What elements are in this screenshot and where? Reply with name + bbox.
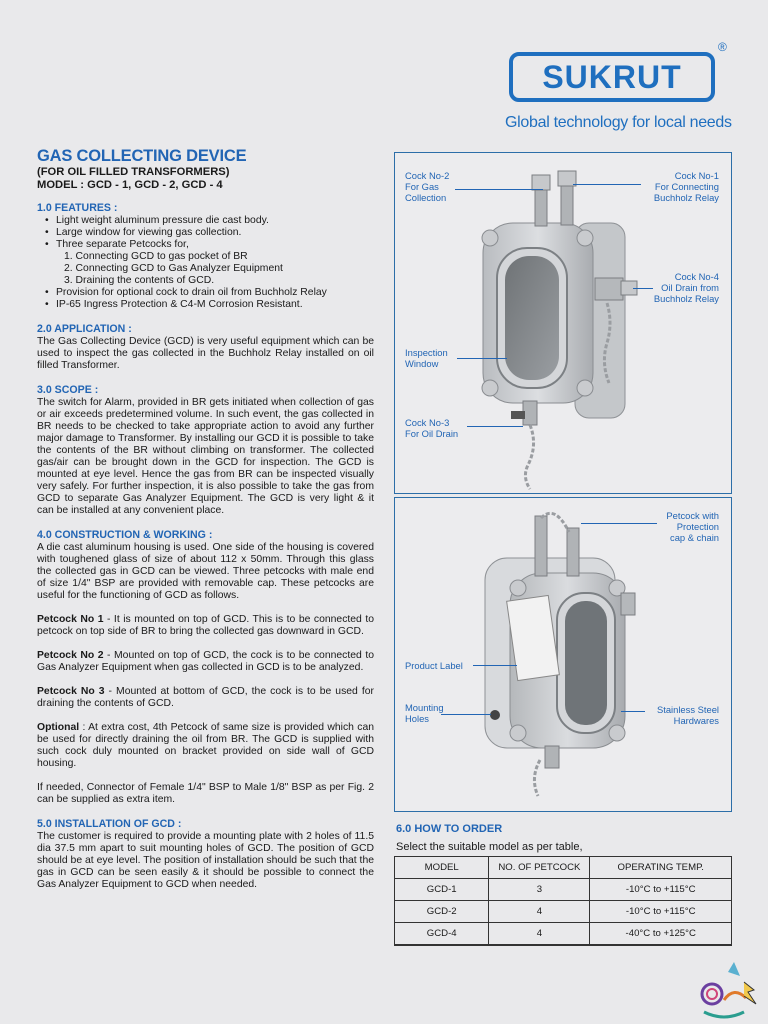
list-item: 3. Draining the contents of GCD. bbox=[64, 275, 215, 286]
cock-1-text: Cock No-1 For Connecting Buchholz Relay bbox=[653, 170, 719, 203]
leader-line bbox=[633, 288, 653, 289]
label-cock-1 bbox=[654, 170, 719, 203]
leader-line bbox=[455, 189, 543, 190]
leader-line bbox=[457, 358, 507, 359]
order-heading: 6.0 HOW TO ORDER bbox=[396, 823, 503, 835]
list-item: • Large window for viewing gas collection. bbox=[45, 227, 374, 239]
list-item: • Provision for optional cock to drain oil from Buchholz Relay bbox=[45, 287, 374, 299]
label-product-label bbox=[405, 660, 463, 671]
petcock-2-label: Petcock No 2 bbox=[37, 650, 104, 661]
petcock-3-desc: - Mounted at bottom of GCD, the cock is to be used for draining the contents of GCD. bbox=[37, 686, 374, 709]
table-cell: -10°C to +115°C bbox=[590, 879, 732, 901]
table-cell: GCD-1 bbox=[395, 879, 489, 901]
leader-line bbox=[473, 665, 517, 666]
list-item: • Light weight aluminum pressure die cast body. bbox=[45, 215, 374, 227]
table-row bbox=[395, 901, 732, 923]
document-subtitle: (FOR OIL FILLED TRANSFORMERS) bbox=[37, 166, 230, 178]
product-label-text: Product Label bbox=[405, 660, 463, 671]
leader-line bbox=[573, 184, 641, 185]
label-hardware bbox=[657, 704, 719, 726]
order-table bbox=[394, 856, 732, 946]
column-header: OPERATING TEMP. bbox=[590, 857, 732, 879]
table-cell: 3 bbox=[489, 879, 590, 901]
petcock-chain-text: Petcock with Protection cap & chain bbox=[666, 510, 719, 543]
table-cell: -40°C to +125°C bbox=[590, 923, 732, 946]
label-inspection-window bbox=[405, 347, 448, 369]
registered-mark: ® bbox=[718, 40, 727, 54]
features-heading: 1.0 FEATURES : bbox=[37, 202, 118, 214]
brand-tagline: Global technology for local needs bbox=[505, 114, 732, 131]
scope-heading: 3.0 SCOPE : bbox=[37, 384, 99, 396]
label-cock-4 bbox=[654, 271, 719, 304]
table-cell: GCD-4 bbox=[395, 923, 489, 946]
application-text: The Gas Collecting Device (GCD) is very useful equipment which can be used to inspect the gas collected in the Buchholz Relay installed on oil filled Transformer. bbox=[37, 336, 374, 371]
petcock-1-label: Petcock No 1 bbox=[37, 614, 104, 625]
label-petcock-chain bbox=[666, 510, 719, 543]
features-list bbox=[37, 215, 374, 311]
decorative-swirl-icon bbox=[694, 952, 768, 1024]
petcock-1-desc: - It is mounted on top of GCD. This is to be connected to petcock on top side of BR to bring the collected gas downward in GCD. bbox=[37, 614, 374, 637]
brand-logo bbox=[509, 52, 715, 102]
petcock-2-desc: - Mounted on top of GCD, the cock is to be connected to Gas Analyzer Equipment when gas collected in GCD is to be analyzed. bbox=[37, 650, 374, 673]
label-cock-2 bbox=[405, 170, 449, 203]
order-subtitle: Select the suitable model as per table, bbox=[396, 841, 583, 853]
installation-text: The customer is required to provide a mounting plate with 2 holes of 11.5 dia 37.5 mm apart to suit mounting holes of GCD. The position of GCD should be at eye level. The position of installation should be such that the gas in GCD can be seen easily & it should be possible to connect the Gas Analyzer Equipment to GCD when needed. bbox=[37, 831, 374, 890]
construction-intro: A die cast aluminum housing is used. One side of the housing is covered with toughened glass of size of about 112 x 50mm. Through this glass the collected gas in GCD can be viewed. Three petcocks with male end of size 1/4" BSP are provided with removable cap. These petcocks are useful for the functioning of GCD as follows. bbox=[37, 542, 374, 601]
cock-2-text: Cock No-2 For Gas Collection bbox=[405, 170, 450, 203]
gcd-rear-illustration bbox=[395, 498, 731, 811]
mounting-holes-text: Mounting Holes bbox=[405, 702, 444, 724]
table-row bbox=[395, 923, 732, 946]
hardware-text: Stainless Steel Hardwares bbox=[656, 704, 719, 726]
petcock-3-label: Petcock No 3 bbox=[37, 686, 105, 697]
list-item: 2. Connecting GCD to Gas Analyzer Equipment bbox=[64, 263, 283, 274]
petcock-2-text bbox=[37, 650, 374, 674]
table-cell: GCD-2 bbox=[395, 901, 489, 923]
left-column bbox=[37, 147, 374, 891]
inspection-window-text: Inspection Window bbox=[405, 347, 448, 369]
column-header: NO. OF PETCOCK bbox=[489, 857, 590, 879]
list-item: 1. Connecting GCD to gas pocket of BR bbox=[64, 251, 248, 262]
cock-4-text: Cock No-4 Oil Drain from Buchholz Relay bbox=[653, 271, 719, 304]
leader-line bbox=[467, 426, 523, 427]
cock-3-text: Cock No-3 For Oil Drain bbox=[405, 417, 459, 439]
list-item: • Three separate Petcocks for, bbox=[45, 239, 374, 251]
petcock-3-text bbox=[37, 686, 374, 710]
installation-heading: 5.0 INSTALLATION OF GCD : bbox=[37, 818, 182, 830]
optional-label: Optional bbox=[37, 722, 80, 733]
document-title: GAS COLLECTING DEVICE bbox=[37, 147, 247, 165]
figure-2-panel bbox=[394, 497, 732, 812]
table-cell: 4 bbox=[489, 923, 590, 946]
petcock-1-text bbox=[37, 614, 374, 638]
scope-text: The switch for Alarm, provided in BR gets initiated when collection of gas or air exceeds predetermined volume. In such event, the gas collected in BR needs to be checked to take appropriate action to avoid any further major damage to Transformer. By installing our GCD it is possible to take the contents of the BR without climbing on transformer. The collected gas/air can be brought down in the GCD for inspection. The GCD is mounted at eye level. Hence the gas from BR can be inspected visually very safely. For further inspection, it is also possible to take the gas from GCD to separate Gas Analyzer Equipment. The GCD is very light & it can be installed at any convenient place. bbox=[37, 397, 374, 516]
optional-desc: : At extra cost, 4th Petcock of same size is provided which can be used for directly draining the oil from BR. The GCD is supplied with such cock duly mounted on bracket provided on side wall of GCD housing. bbox=[37, 722, 374, 769]
leader-line bbox=[441, 714, 491, 715]
table-cell: 4 bbox=[489, 901, 590, 923]
model-line: MODEL : GCD - 1, GCD - 2, GCD - 4 bbox=[37, 179, 223, 191]
leader-line bbox=[581, 523, 657, 524]
gcd-front-illustration bbox=[395, 153, 731, 493]
table-header-row bbox=[395, 857, 732, 879]
construction-heading: 4.0 CONSTRUCTION & WORKING : bbox=[37, 529, 213, 541]
label-mounting-holes bbox=[405, 702, 444, 724]
list-item: • IP-65 Ingress Protection & C4-M Corrosion Resistant. bbox=[45, 299, 374, 311]
leader-line bbox=[621, 711, 645, 712]
table-row bbox=[395, 879, 732, 901]
optional-text bbox=[37, 722, 374, 770]
connector-text: If needed, Connector of Female 1/4" BSP to Male 1/8" BSP as per Fig. 2 can be supplied as extra item. bbox=[37, 782, 374, 805]
column-header: MODEL bbox=[395, 857, 489, 879]
figure-1-panel bbox=[394, 152, 732, 494]
brand-name: SUKRUT bbox=[542, 58, 682, 95]
table-cell: -10°C to +115°C bbox=[590, 901, 732, 923]
application-heading: 2.0 APPLICATION : bbox=[37, 323, 132, 335]
label-cock-3 bbox=[405, 417, 458, 439]
